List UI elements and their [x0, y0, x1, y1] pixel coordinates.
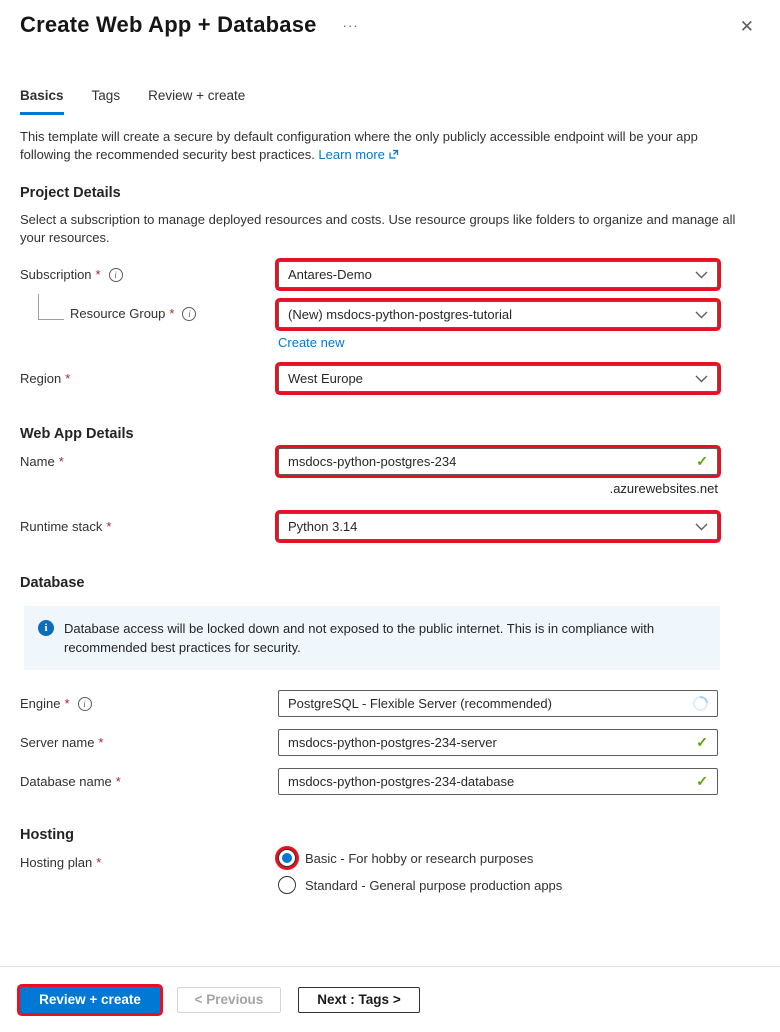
- region-value: West Europe: [288, 371, 363, 386]
- chevron-down-icon: [695, 311, 708, 319]
- database-notice-text: Database access will be locked down and not exposed to the public internet. This is in compliance with recommended best practices for security.: [64, 621, 655, 655]
- more-options-icon[interactable]: ···: [342, 18, 359, 33]
- webapp-name-value: msdocs-python-postgres-234: [288, 454, 457, 469]
- runtime-stack-value: Python 3.14: [288, 519, 358, 534]
- engine-dropdown[interactable]: [278, 690, 718, 717]
- radio-selected-icon: [278, 849, 296, 867]
- hosting-heading: Hosting: [20, 827, 74, 843]
- region-label: Region: [20, 371, 62, 386]
- webapp-name-row: [20, 448, 780, 496]
- runtime-stack-dropdown[interactable]: [278, 513, 718, 540]
- wizard-footer: [0, 966, 780, 1032]
- chevron-down-icon: [695, 523, 708, 531]
- required-asterisk: *: [98, 735, 104, 750]
- hosting-plan-label: Hosting plan: [20, 855, 93, 870]
- valid-check-icon: ✓: [696, 734, 708, 750]
- resource-group-label: Resource Group: [70, 306, 166, 321]
- next-tags-button[interactable]: Next : Tags >: [298, 987, 420, 1013]
- learn-more-link[interactable]: Learn more: [318, 147, 385, 162]
- resource-group-value: (New) msdocs-python-postgres-tutorial: [288, 307, 512, 322]
- hosting-plan-basic-label: Basic - For hobby or research purposes: [305, 850, 534, 866]
- hierarchy-connector-line: [38, 294, 64, 320]
- engine-row: [20, 690, 780, 717]
- resource-group-dropdown[interactable]: [278, 301, 718, 328]
- webapp-name-label: Name: [20, 454, 55, 469]
- resource-group-row: [20, 288, 780, 350]
- required-asterisk: *: [169, 306, 175, 321]
- tab-basics[interactable]: Basics: [20, 88, 64, 115]
- resource-group-info-icon[interactable]: i: [182, 307, 196, 321]
- engine-value: PostgreSQL - Flexible Server (recommended): [288, 696, 552, 711]
- server-name-input[interactable]: [278, 729, 718, 756]
- webapp-name-input[interactable]: [278, 448, 718, 475]
- page-title: Create Web App + Database: [20, 12, 317, 37]
- required-asterisk: *: [58, 454, 64, 469]
- subscription-label: Subscription: [20, 267, 92, 282]
- chevron-down-icon: [695, 375, 708, 383]
- hosting-plan-option-standard[interactable]: [278, 876, 718, 894]
- radio-unselected-icon: [278, 876, 296, 894]
- server-name-label: Server name: [20, 735, 95, 750]
- tab-review-create[interactable]: Review + create: [148, 88, 246, 103]
- region-dropdown[interactable]: [278, 365, 718, 392]
- hosting-plan-option-basic[interactable]: [278, 849, 718, 867]
- engine-info-icon[interactable]: i: [78, 697, 92, 711]
- loading-spinner-icon: [690, 693, 711, 714]
- tab-tags[interactable]: Tags: [91, 88, 121, 103]
- required-asterisk: *: [65, 371, 71, 386]
- previous-button[interactable]: < Previous: [177, 987, 281, 1013]
- intro-text: [20, 128, 744, 165]
- database-info-banner: [24, 606, 720, 670]
- runtime-stack-row: [20, 513, 780, 540]
- required-asterisk: *: [96, 855, 102, 870]
- database-name-input[interactable]: [278, 768, 718, 795]
- required-asterisk: *: [106, 519, 112, 534]
- external-link-icon: [388, 147, 399, 165]
- tab-bar: [20, 88, 780, 115]
- info-icon: i: [38, 620, 54, 636]
- review-create-button[interactable]: Review + create: [20, 987, 160, 1013]
- region-row: [20, 365, 780, 392]
- valid-check-icon: ✓: [696, 773, 708, 789]
- engine-label: Engine: [20, 696, 61, 711]
- project-details-description: Select a subscription to manage deployed resources and costs. Use resource groups like folders to organize and manage all your resources.: [20, 212, 736, 245]
- webapp-details-heading: Web App Details: [20, 426, 134, 442]
- chevron-down-icon: [695, 271, 708, 279]
- pane-header: [0, 0, 780, 38]
- server-name-row: [20, 729, 780, 756]
- database-heading: Database: [20, 575, 85, 591]
- close-icon[interactable]: ✕: [739, 17, 754, 36]
- domain-suffix: .azurewebsites.net: [609, 481, 718, 496]
- hosting-plan-row: [20, 849, 780, 903]
- required-asterisk: *: [95, 267, 101, 282]
- subscription-value: Antares-Demo: [288, 267, 372, 282]
- database-name-value: msdocs-python-postgres-234-database: [288, 774, 515, 789]
- hosting-plan-standard-label: Standard - General purpose production apps: [305, 877, 563, 893]
- subscription-info-icon[interactable]: i: [109, 268, 123, 282]
- subscription-row: [20, 261, 780, 288]
- server-name-value: msdocs-python-postgres-234-server: [288, 735, 497, 750]
- runtime-stack-label: Runtime stack: [20, 519, 103, 534]
- project-details-heading: Project Details: [20, 185, 121, 201]
- intro-sentence: This template will create a secure by default configuration where the only publicly accessible endpoint will be your app following the recommended security best practices.: [20, 129, 698, 162]
- valid-check-icon: ✓: [696, 453, 708, 469]
- database-name-label: Database name: [20, 774, 112, 789]
- required-asterisk: *: [64, 696, 70, 711]
- database-name-row: [20, 768, 780, 795]
- required-asterisk: *: [115, 774, 121, 789]
- subscription-dropdown[interactable]: [278, 261, 718, 288]
- create-new-link[interactable]: Create new: [278, 335, 345, 350]
